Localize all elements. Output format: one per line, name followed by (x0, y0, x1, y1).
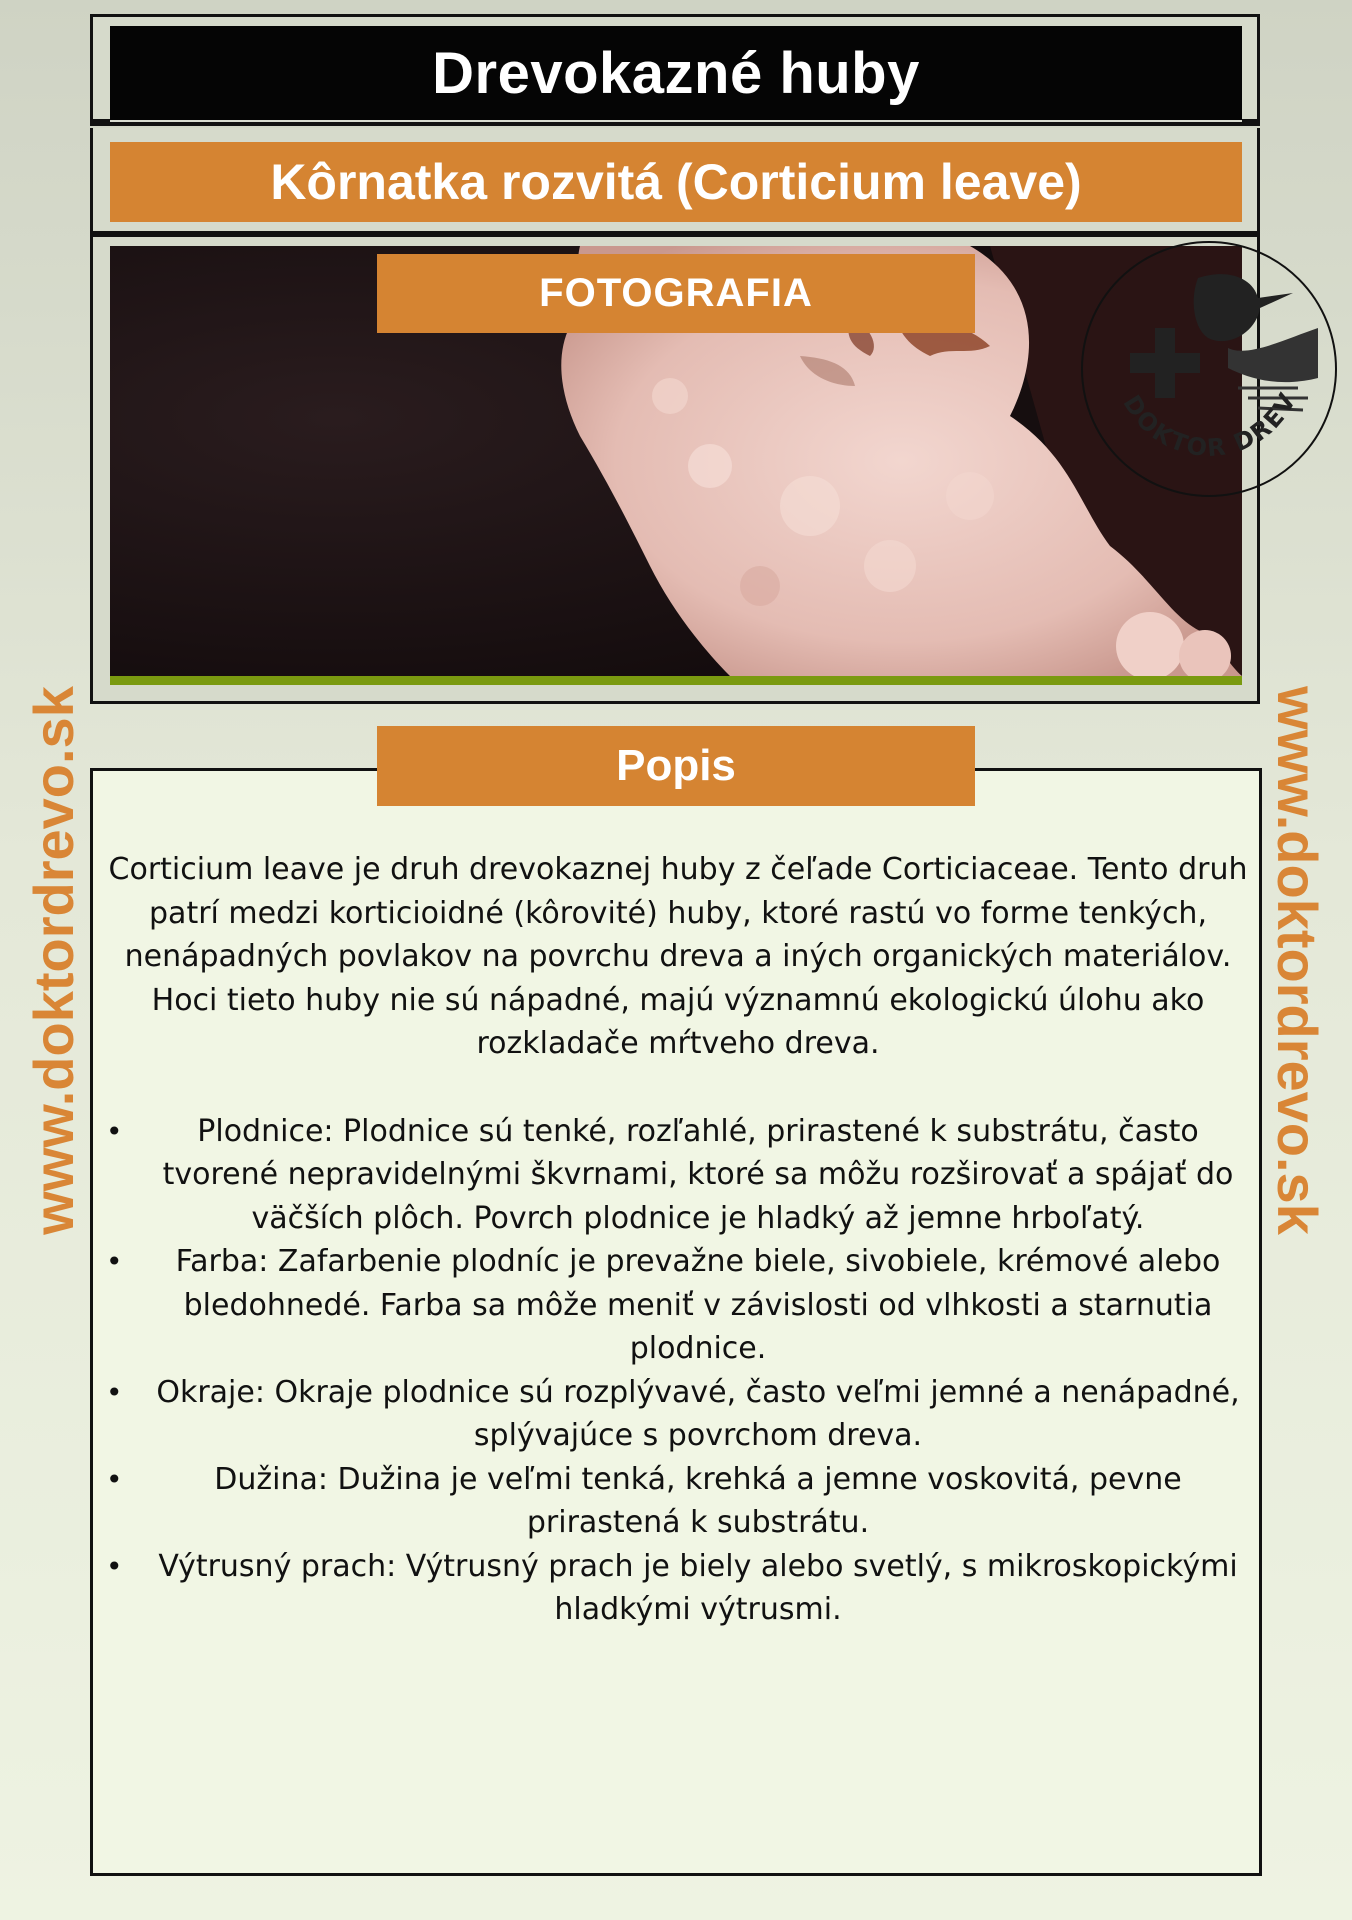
list-item-text: Farba: Zafarbenie plodníc je prevažne biele, sivobiele, krémové alebo bledohnedé. Farba sa môže meniť v závislosti od vlhkosti a starnutia plodnice. (175, 1244, 1221, 1366)
doktor-drevo-logo (1078, 238, 1340, 500)
bullet-icon: • (106, 1375, 123, 1409)
side-url-right[interactable] (1262, 630, 1332, 1290)
list-item-text: Výtrusný prach: Výtrusný prach je biely alebo svetlý, s mikroskopickými hladkými výtrusmi. (158, 1548, 1238, 1627)
list-item-text: Okraje: Okraje plodnice sú rozplývavé, často veľmi jemné a nenápadné, splývajúce s povrchom dreva. (156, 1374, 1240, 1453)
bullet-icon: • (106, 1245, 123, 1278)
description-text (108, 848, 1248, 1632)
bullet-icon: • (106, 1549, 123, 1583)
description-intro: Corticium leave je druh drevokaznej huby z čeľade Corticiaceae. Tento druh patrí medzi korticioidné (kôrovité) huby, ktoré rastú vo forme tenkých, nenápadných povlakov na povrchu dreva a iných organických materiálov. Hoci tieto huby nie sú nápadné, majú významnú ekologickú úlohu ako rozkladače mŕtveho dreva. (108, 852, 1248, 1061)
species-title: Kôrnatka rozvitá (Corticium leave) (110, 142, 1242, 222)
list-item (108, 1110, 1248, 1241)
list-item (108, 1545, 1248, 1632)
list-item (108, 1458, 1248, 1545)
list-item-text: Dužina: Dužina je veľmi tenká, krehká a jemne voskovitá, pevne prirastená k substrátu. (214, 1461, 1182, 1540)
description-heading: Popis (377, 726, 975, 806)
list-item (108, 1371, 1248, 1458)
photo-accent-stripe (110, 676, 1242, 685)
page-title: Drevokazné huby (110, 26, 1242, 125)
bullet-icon: • (106, 1462, 123, 1496)
list-item-text: Plodnice: Plodnice sú tenké, rozľahlé, prirastené k substrátu, často tvorené nepravidelnými škvrnami, ktoré sa môžu rozširovať a spájať do väčších plôch. Povrch plodnice je hladký až jemne hrboľatý. (162, 1113, 1234, 1236)
bullet-icon: • (106, 1114, 123, 1148)
woodpecker-cross-seal-icon (1078, 238, 1340, 500)
side-url-left-text[interactable]: www.doktordrevo.sk (21, 685, 85, 1235)
logo-text: DOKTOR DREV (1117, 387, 1303, 463)
list-item (108, 1240, 1248, 1371)
trait-list (108, 1110, 1248, 1632)
photo-label: FOTOGRAFIA (377, 254, 975, 333)
divider (90, 122, 1260, 126)
side-url-right-text[interactable]: www.doktordrevo.sk (1265, 685, 1329, 1235)
side-url-left[interactable] (18, 630, 88, 1290)
